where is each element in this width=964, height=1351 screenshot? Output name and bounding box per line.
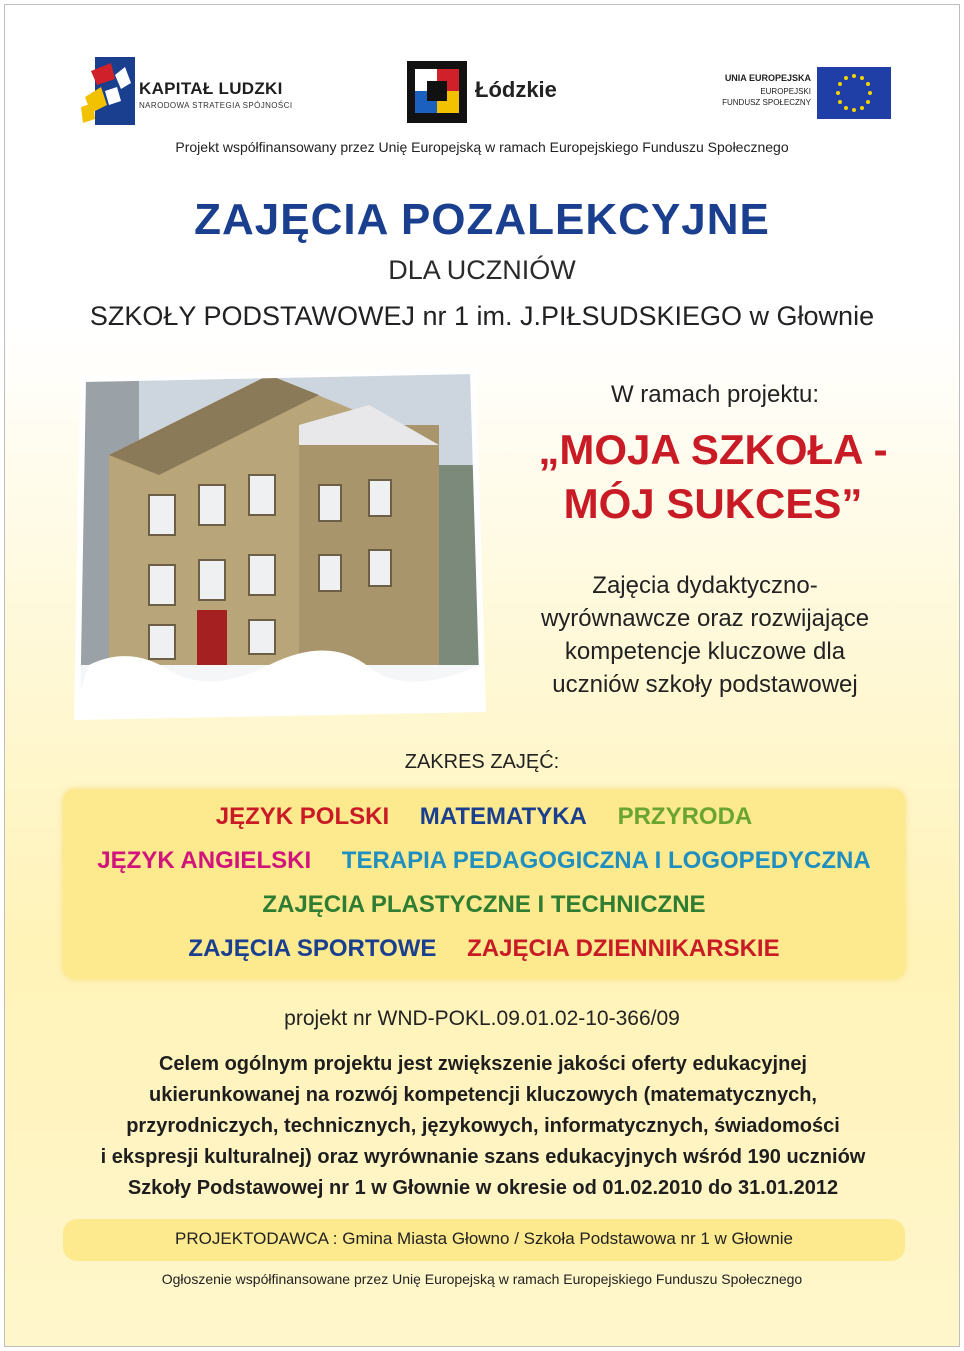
subjects-row-1 bbox=[63, 803, 905, 831]
goal-line: ukierunkowanej na rozwój kompetencji kluczowych (matematycznych, bbox=[149, 1084, 817, 1106]
subjects-box bbox=[63, 789, 905, 979]
kapital-ludzki-title: KAPITAŁ LUDZKI bbox=[139, 79, 283, 98]
kapital-ludzki-logo bbox=[81, 57, 311, 127]
subject-sports: ZAJĘCIA SPORTOWE bbox=[188, 935, 437, 962]
scope-label: ZAKRES ZAJĘĆ: bbox=[404, 751, 560, 773]
project-description bbox=[505, 569, 905, 701]
project-name-line-2: MÓJ SUKCES” bbox=[563, 480, 863, 527]
eu-line-1: UNIA EUROPEJSKA bbox=[724, 73, 811, 83]
project-name-line-1: „MOJA SZKOŁA - bbox=[538, 426, 888, 473]
subject-english: JĘZYK ANGIELSKI bbox=[97, 847, 312, 874]
beneficiary: PROJEKTODAWCA : Gmina Miasta Głowno / Szkoła Podstawowa nr 1 w Głownie bbox=[175, 1229, 793, 1248]
footer-note: Ogłoszenie współfinansowane przez Unię Europejską w ramach Europejskiego Funduszu Społecznego bbox=[161, 1271, 803, 1287]
cofinancing-note: Projekt współfinansowany przez Unię Europejską w ramach Europejskiego Funduszu Społecznego bbox=[175, 139, 789, 155]
school-name: SZKOŁY PODSTAWOWEJ nr 1 im. J.PIŁSUDSKIEGO w Głownie bbox=[89, 301, 875, 331]
subject-science: PRZYRODA bbox=[617, 803, 753, 830]
lodzkie-emblem-icon bbox=[407, 61, 467, 123]
subject-journalism: ZAJĘCIA DZIENNIKARSKIE bbox=[467, 935, 780, 962]
goal-line: i ekspresji kulturalnej) oraz wyrównanie szans edukacyjnych wśród 190 uczniów bbox=[100, 1146, 866, 1168]
school-building-photo bbox=[69, 365, 489, 725]
main-title: ZAJĘCIA POZALEKCYJNE bbox=[194, 195, 770, 244]
lodzkie-logo bbox=[407, 61, 577, 125]
eu-line-2: EUROPEJSKI bbox=[760, 87, 811, 96]
project-goal bbox=[55, 1049, 911, 1204]
project-name bbox=[493, 423, 933, 531]
subjects-row-3 bbox=[63, 891, 905, 919]
goal-line: Celem ogólnym projektu jest zwiększenie jakości oferty edukacyjnej bbox=[158, 1053, 807, 1075]
project-desc-line: kompetencje kluczowe dla bbox=[564, 638, 846, 665]
project-desc-line: wyrównawcze oraz rozwijające bbox=[540, 605, 870, 632]
poster bbox=[4, 4, 960, 1347]
subject-polish: JĘZYK POLSKI bbox=[215, 803, 390, 830]
project-number: projekt nr WND-POKL.09.01.02-10-366/09 bbox=[284, 1007, 680, 1030]
goal-line: przyrodniczych, technicznych, językowych, informatycznych, świadomości bbox=[126, 1115, 840, 1137]
project-desc-line: Zajęcia dydaktyczno- bbox=[592, 572, 818, 599]
project-desc-line: uczniów szkoły podstawowej bbox=[552, 671, 858, 698]
subjects-row-2 bbox=[63, 847, 905, 875]
subjects-row-4 bbox=[63, 935, 905, 963]
eu-line-3: FUNDUSZ SPOŁECZNY bbox=[722, 98, 811, 107]
subject-math: MATEMATYKA bbox=[419, 803, 587, 830]
goal-line: Szkoły Podstawowej nr 1 w Głownie w okresie od 01.02.2010 do 31.01.2012 bbox=[127, 1177, 839, 1199]
eu-logo bbox=[705, 65, 895, 121]
project-intro: W ramach projektu: bbox=[610, 381, 820, 408]
lodzkie-name: Łódzkie bbox=[475, 77, 557, 102]
eu-flag-icon bbox=[817, 67, 891, 119]
beneficiary-bar bbox=[63, 1219, 905, 1261]
subject-arts: ZAJĘCIA PLASTYCZNE I TECHNICZNE bbox=[262, 891, 706, 918]
kapital-ludzki-subtitle: NARODOWA STRATEGIA SPÓJNOŚCI bbox=[139, 101, 293, 110]
for-students: DLA UCZNIÓW bbox=[388, 255, 576, 285]
kapital-ludzki-emblem-icon bbox=[81, 57, 137, 127]
subject-therapy: TERAPIA PEDAGOGICZNA I LOGOPEDYCZNA bbox=[341, 847, 871, 874]
